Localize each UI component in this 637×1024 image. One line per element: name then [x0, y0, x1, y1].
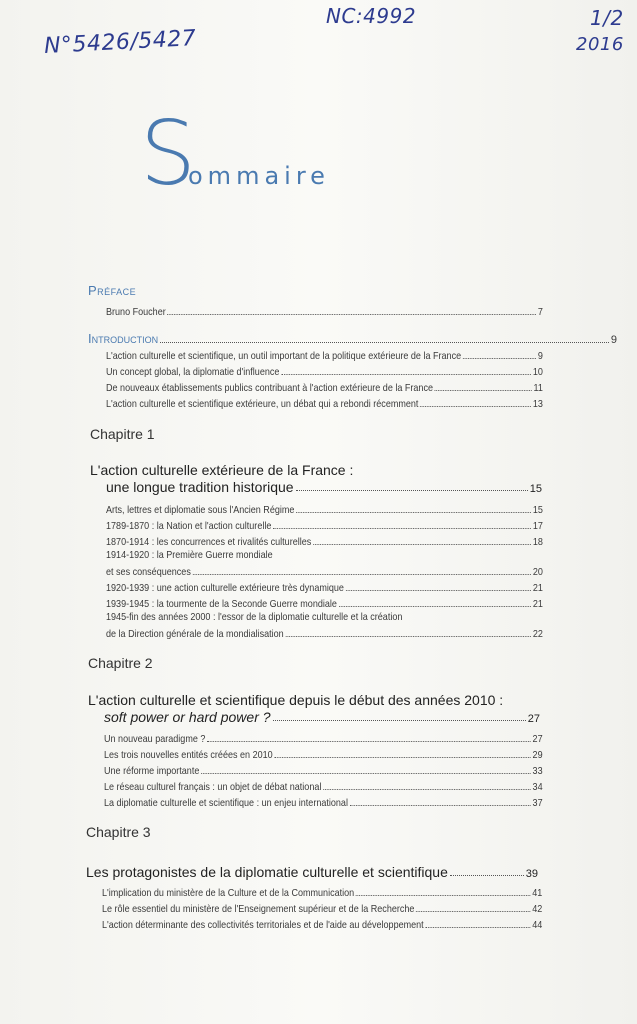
toc-entry-page: 33	[532, 765, 543, 777]
toc-entry-page: 27	[532, 733, 543, 745]
toc-entry	[102, 903, 542, 915]
preface-page: 7	[537, 306, 543, 318]
toc-entry-label: 1870-1914 : les concurrences et rivalités culturelles	[106, 536, 312, 548]
toc-entry	[106, 520, 543, 532]
leader-dots	[273, 528, 531, 529]
chapter-2-subtitle: soft power or hard power ?	[104, 709, 271, 725]
toc-entry	[104, 765, 543, 777]
toc-entry	[106, 398, 543, 410]
toc-entry-page: 29	[532, 749, 543, 761]
toc-entry-label: L'action déterminante des collectivités territoriales et de l'aide au développement	[102, 919, 424, 931]
toc-entry-page: 9	[537, 350, 543, 362]
toc-entry-page: 21	[532, 598, 543, 610]
toc-entry-label: 1789-1870 : la Nation et l'action culturelle	[106, 520, 272, 532]
toc-entry	[106, 536, 543, 548]
toc-entry-label: Arts, lettres et diplomatie sous l'Ancien Régime	[106, 504, 295, 516]
toc-entry-label: 1920-1939 : une action culturelle extérieure très dynamique	[106, 582, 344, 594]
toc-entry-label: Une réforme importante	[104, 765, 200, 777]
chapter-2-title: L'action culturelle et scientifique depuis le début des années 2010 :	[88, 692, 504, 708]
chapter-1-page: 15	[529, 483, 542, 495]
chapter-3-title-entry	[86, 864, 538, 880]
chapter-1-subtitle: une longue tradition historique	[106, 479, 294, 495]
toc-entry-label: et ses conséquences	[106, 566, 191, 578]
leader-dots	[346, 590, 531, 591]
chapter-1-title-entry	[106, 479, 542, 495]
introduction-heading: Introduction	[88, 331, 159, 346]
toc-entry-page: 20	[532, 566, 543, 578]
leader-dots	[296, 512, 531, 513]
toc-entry-page: 13	[532, 398, 543, 410]
leader-dots	[463, 358, 536, 359]
toc-entry-page: 41	[532, 887, 543, 899]
leader-dots	[313, 544, 531, 545]
toc-entry-label: Le rôle essentiel du ministère de l'Enseignement supérieur et de la Recherche	[102, 903, 415, 915]
title-rest: ommaire	[188, 162, 330, 190]
handwritten-fraction: 1/2	[590, 6, 624, 30]
toc-entry-label: 1914-1920 : la Première Guerre mondiale	[106, 549, 273, 561]
introduction-entry	[88, 331, 617, 346]
toc-entry-page: 10	[532, 366, 543, 378]
toc-entry-page: 22	[532, 628, 543, 640]
toc-entry-label: Le réseau culturel français : un objet de débat national	[104, 781, 322, 793]
toc-entry-page: 21	[532, 582, 543, 594]
handwritten-year: 2016	[576, 34, 624, 55]
leader-dots	[339, 606, 531, 607]
toc-entry-page: 44	[532, 919, 543, 931]
handwritten-reference: N°5426/5427	[43, 26, 197, 59]
toc-entry-label: De nouveaux établissements publics contribuant à l'action extérieure de la France	[106, 382, 434, 394]
toc-entry-label: L'implication du ministère de la Culture et de la Communication	[102, 887, 355, 899]
toc-entry	[106, 566, 543, 578]
leader-dots	[274, 757, 530, 758]
leader-dots	[356, 895, 531, 896]
toc-entry-page: 34	[532, 781, 543, 793]
leader-dots	[435, 390, 532, 391]
chapter-2-page: 27	[527, 713, 540, 725]
introduction-page: 9	[610, 334, 617, 346]
toc-entry	[106, 350, 543, 362]
chapter-3-page: 39	[525, 868, 538, 880]
toc-entry-label: de la Direction générale de la mondialisation	[106, 628, 284, 640]
leader-dots	[207, 741, 531, 742]
toc-entry-label: Les trois nouvelles entités créées en 2010	[104, 749, 273, 761]
chapter-2-title-entry	[104, 709, 540, 725]
leader-dots	[285, 636, 531, 637]
leader-dots	[425, 927, 530, 928]
toc-entry-page: 15	[532, 504, 543, 516]
leader-dots	[416, 911, 530, 912]
leader-dots	[167, 314, 536, 315]
toc-entry-page: 37	[532, 797, 543, 809]
toc-entry-label: La diplomatie culturelle et scientifique : un enjeu international	[104, 797, 348, 809]
leader-dots	[193, 574, 532, 575]
leader-dots	[160, 342, 609, 343]
chapter-1-label: Chapitre 1	[90, 426, 155, 442]
toc-entry-page: 17	[532, 520, 543, 532]
leader-dots	[323, 789, 531, 790]
chapter-2-label: Chapitre 2	[88, 655, 153, 671]
toc-entry	[106, 504, 543, 516]
chapter-3-label: Chapitre 3	[86, 824, 151, 840]
toc-entry-page: 18	[532, 536, 543, 548]
leader-dots	[281, 374, 531, 375]
leader-dots	[450, 875, 524, 876]
toc-entry-label: 1939-1945 : la tourmente de la Seconde Guerre mondiale	[106, 598, 337, 610]
toc-entry	[102, 919, 542, 931]
leader-dots	[420, 406, 531, 407]
toc-entry	[106, 628, 543, 640]
chapter-1-title: L'action culturelle extérieure de la France :	[90, 462, 354, 478]
leader-dots	[350, 805, 531, 806]
toc-entry	[104, 781, 543, 793]
leader-dots	[201, 773, 531, 774]
toc-entry	[104, 749, 543, 761]
toc-entry-label: Un concept global, la diplomatie d'influence	[106, 366, 280, 378]
toc-entry-label: Un nouveau paradigme ?	[104, 733, 206, 745]
preface-heading: Préface	[88, 283, 137, 298]
handwritten-nc-number: NC:4992	[326, 4, 417, 28]
preface-entry	[106, 306, 543, 318]
toc-entry	[106, 366, 543, 378]
toc-entry	[106, 382, 543, 394]
chapter-3-title: Les protagonistes de la diplomatie culturelle et scientifique	[86, 864, 448, 880]
toc-entry	[102, 887, 542, 899]
toc-entry	[106, 582, 543, 594]
toc-entry-label: L'action culturelle et scientifique extérieure, un débat qui a rebondi récemment	[106, 398, 419, 410]
preface-author: Bruno Foucher	[106, 306, 166, 318]
toc-entry-page: 42	[532, 903, 543, 915]
leader-dots	[273, 720, 526, 721]
toc-entry	[104, 797, 543, 809]
toc-entry-label: 1945-fin des années 2000 : l'essor de la diplomatie culturelle et la création	[106, 611, 403, 623]
title-initial: S	[140, 102, 196, 205]
toc-entry	[104, 733, 543, 745]
toc-entry-page: 11	[533, 382, 543, 394]
toc-entry-label: L'action culturelle et scientifique, un outil important de la politique extérieure de la France	[106, 350, 462, 362]
toc-entry	[106, 598, 543, 610]
leader-dots	[296, 490, 528, 491]
